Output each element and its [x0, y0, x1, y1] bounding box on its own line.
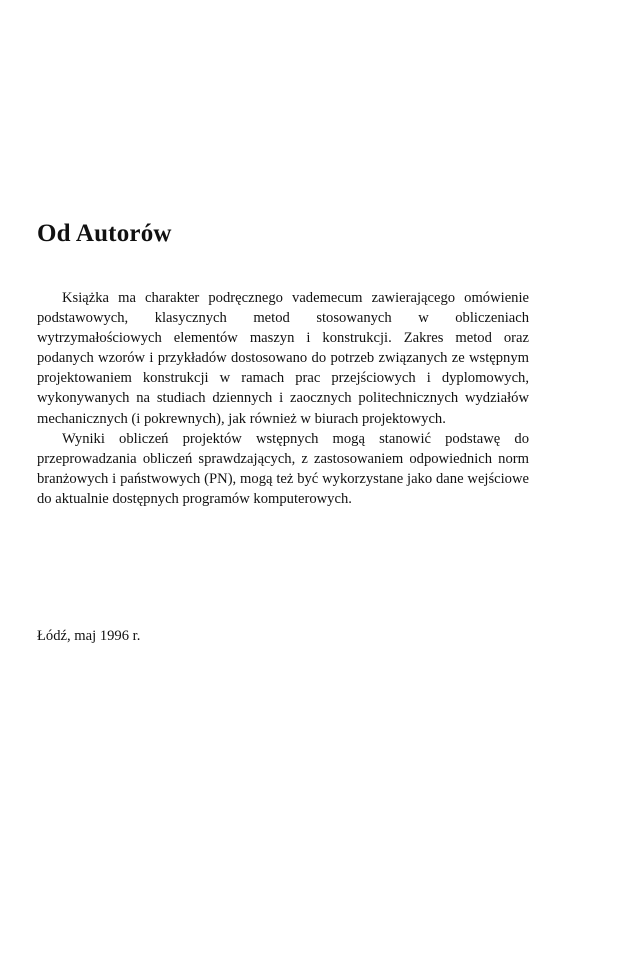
place-date-signature: Łódź, maj 1996 r. [37, 628, 141, 644]
page-title: Od Autorów [37, 220, 172, 247]
paragraph-2: Wyniki obliczeń projektów wstępnych mogą stanowić podstawę do przeprowadzania obliczeń sprawdzających, z zastosowaniem odpowiednich norm branżowych i państwowych (PN), mogą też być wykorzystane jako dane wejściowe do aktualnie dostępnych programów komputerowych. [37, 430, 529, 507]
body-text [37, 288, 529, 509]
paragraph-1: Książka ma charakter podręcznego vademecum zawierającego omówienie podstawowych, klasycznych metod stosowanych w obliczeniach wytrzymałościowych elementów maszyn i konstrukcji. Zakres metod oraz podanych wzorów i przykładów dostosowano do potrzeb związanych ze wstępnym projektowaniem konstrukcji w ramach prac przejściowych i dyplomowych, wykonywanych na studiach dziennych i zaocznych politechnicznych wydziałów mechanicznych (i pokrewnych), jak również w biurach projektowych. [37, 290, 529, 427]
